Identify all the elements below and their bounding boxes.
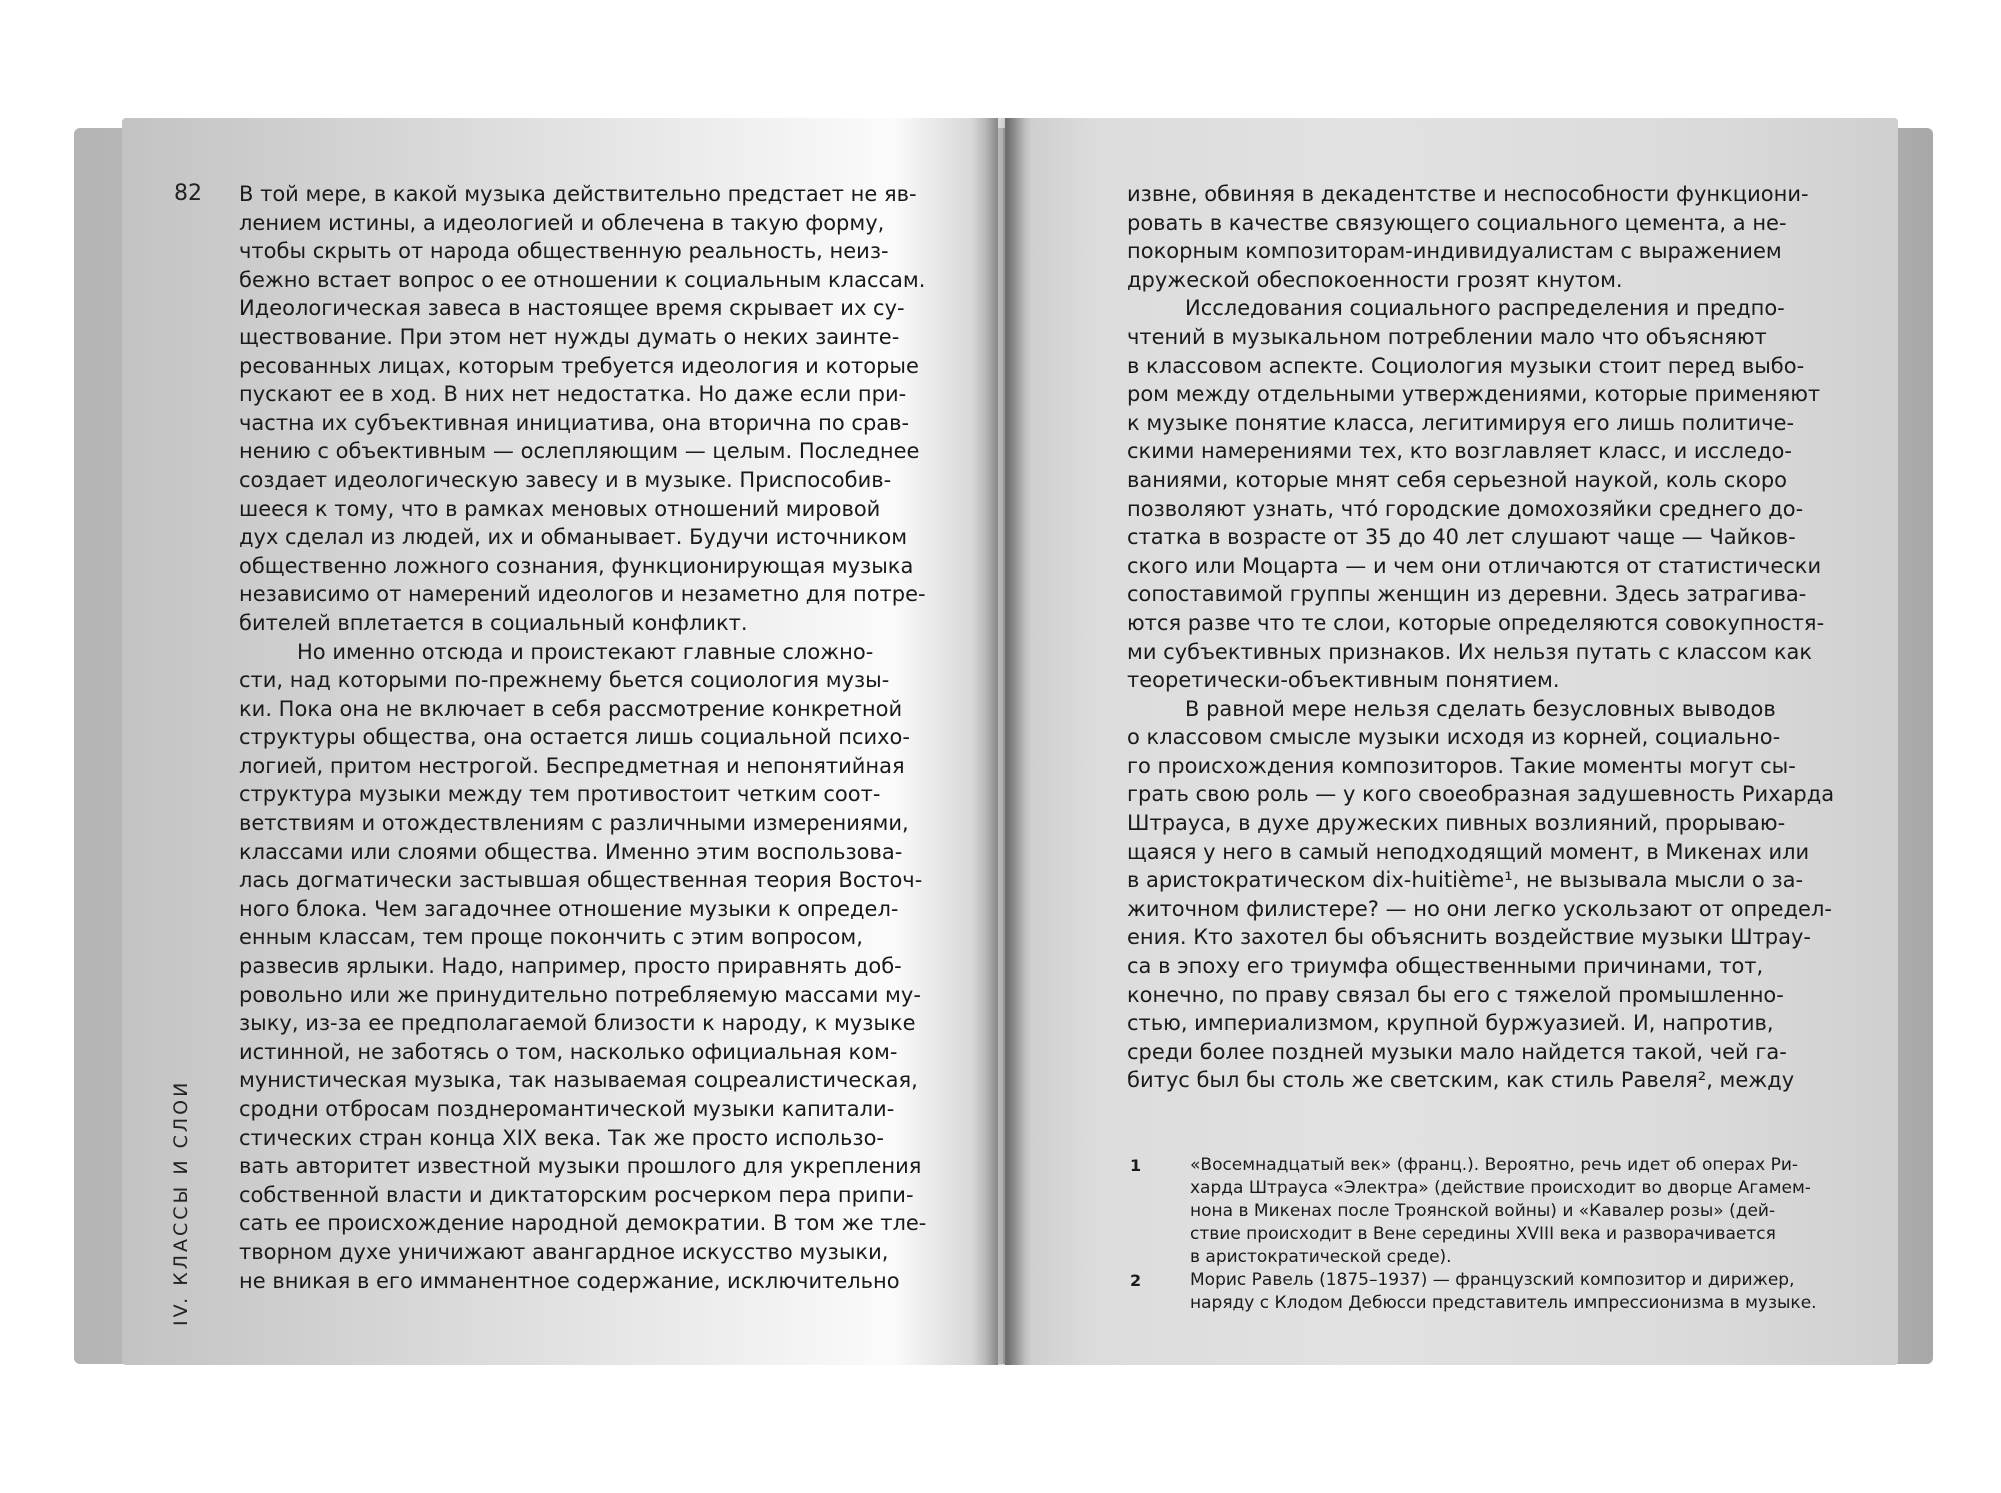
book-spine-shadow [985,118,1025,1365]
text-line: ения. Кто захотел бы объяснить воздействие музыки Штрау- [1127,925,1811,950]
text-line: сти, над которыми по-прежнему бьется социология музы- [239,668,890,693]
text-line: ются разве что те слои, которые определяются совокупностя- [1127,610,1825,635]
left-page-body [239,180,926,1295]
text-line: в аристократическом dix-huitième¹, не вызывала мысли о за- [1127,868,1804,893]
text-line: Но именно отсюда и проистекают главные сложно- [297,639,874,664]
text-line: чтений в музыкальном потреблении мало что объясняют [1127,324,1767,349]
text-line: ществование. При этом нет нужды думать о неких заинте- [239,324,900,349]
text-line: Исследования социального распределения и предпо- [1185,296,1785,321]
text-line: В той мере, в какой музыка действительно предстает не яв- [239,182,917,206]
footnote [1130,1269,1817,1315]
footnote-number: 1 [1130,1156,1142,1175]
text-line: сопоставимой группы женщин из деревни. Здесь затрагива- [1127,582,1807,607]
text-line: Штрауса, в духе дружеских пивных возлияний, прорываю- [1127,811,1786,836]
right-page-body [1127,180,1834,1095]
text-line: статка в возрасте от 35 до 40 лет слушают чаще — Чайков- [1127,525,1796,550]
text-line: лась догматически застывшая общественная теория Восточ- [239,868,923,893]
text-line: го происхождения композиторов. Такие моменты могут сы- [1127,753,1796,778]
text-line: шееся к тому, что в рамках меновых отношений мировой [239,496,881,521]
text-line: бежно встает вопрос о ее отношении к социальным классам. [239,267,926,292]
text-line: в классовом аспекте. Социология музыки стоит перед выбо- [1127,353,1805,378]
text-line: чтобы скрыть от народа общественную реальность, неиз- [239,239,889,264]
text-line: ровать в качестве связующего социального цемента, а не- [1127,210,1787,235]
page-number: 82 [174,181,202,206]
text-line: ного блока. Чем загадочнее отношение музыки к определ- [239,896,899,921]
text-line: к музыке понятие класса, легитимируя его лишь политиче- [1127,410,1795,435]
text-line: структура музыки между тем противостоит четким соот- [239,782,881,807]
text-line: стью, империализмом, крупной буржуазией. И, напротив, [1127,1011,1774,1036]
text-line: позволяют узнать, что́ городские домохозяйки среднего до- [1127,496,1804,521]
text-line: конечно, по праву связал бы его с тяжелой промышленно- [1127,982,1784,1007]
text-line: мунистическая музыка, так называемая соцреалистическая, [239,1068,918,1093]
text-line: не вникая в его имманентное содержание, исключительно [239,1268,900,1293]
text-line: сать ее происхождение народной демократии. В том же тле- [239,1211,927,1236]
text-line: ского или Моцарта — и чем они отличаются от статистически [1127,553,1822,578]
text-line: скими намерениями тех, кто возглавляет класс, и исследо- [1127,439,1792,464]
text-line: независимо от намерений идеологов и незаметно для потре- [239,582,926,607]
text-line: ми субъективных признаков. Их нельзя путать с классом как [1127,639,1813,664]
text-line: бителей вплетается в социальный конфликт. [239,610,748,635]
footnote-line: Морис Равель (1875–1937) — французский композитор и дирижер, [1190,1270,1795,1290]
text-line: В равной мере нельзя сделать безусловных выводов [1185,696,1776,721]
footnote-line: в аристократической среде). [1190,1247,1452,1267]
text-line: ром между отдельными утверждениями, которые применяют [1127,382,1821,407]
text-line: битус был бы столь же светским, как стиль Равеля², между [1127,1068,1795,1093]
text-line: творном духе уничижают авангардное искусство музыки, [239,1239,889,1264]
footnote-line: нона в Микенах после Троянской войны) и «Кавалер розы» (дей- [1190,1201,1776,1221]
footnote [1130,1154,1817,1269]
right-page [1005,118,1898,1365]
text-line: щаяся у него в самый неподходящий момент, в Микенах или [1127,839,1810,864]
text-line: логией, притом нестрогой. Беспредметная и непонятийная [239,753,905,778]
text-line: развесив ярлыки. Надо, например, просто приравнять доб- [239,954,902,979]
text-line: дух сделал из людей, их и обманывает. Будучи источником [239,525,908,550]
text-line: теоретически-объективным понятием. [1127,668,1560,693]
running-head: IV. КЛАССЫ И СЛОИ [170,1079,192,1326]
text-line: зыку, из-за ее предполагаемой близости к народу, к музыке [239,1011,916,1036]
text-line: структуры общества, она остается лишь социальной психо- [239,725,910,750]
text-line: классами или слоями общества. Именно этим воспользова- [239,839,903,864]
left-page [122,118,998,1365]
footnotes [1130,1154,1817,1315]
text-line: покорным композиторам-индивидуалистам с выражением [1127,239,1782,264]
footnote-number: 2 [1130,1271,1142,1290]
text-line: среди более поздней музыки мало найдется такой, чей га- [1127,1039,1787,1064]
text-line: лением истины, а идеологией и облечена в такую форму, [239,210,885,235]
text-line: стических стран конца XIX века. Так же просто использо- [239,1125,885,1150]
text-line: общественно ложного сознания, функционирующая музыка [239,553,914,578]
text-line: енным классам, тем проще покончить с этим вопросом, [239,925,863,950]
text-line: дружеской обеспокоенности грозят кнутом. [1127,267,1623,292]
text-line: вать авторитет известной музыки прошлого для укрепления [239,1154,922,1179]
text-line: собственной власти и диктаторским росчерком пера припи- [239,1182,914,1207]
text-line: сродни отбросам позднеромантической музыки капитали- [239,1097,895,1121]
text-line: са в эпоху его триумфа общественными причинами, тот, [1127,954,1764,979]
text-line: истинной, не заботясь о том, насколько официальная ком- [239,1039,898,1064]
text-line: создает идеологическую завесу и в музыке. Приспособив- [239,467,892,492]
text-line: житочном филистере? — но они легко ускользают от определ- [1127,896,1832,921]
footnote-line: ствие происходит в Вене середины XVIII века и разворачивается [1190,1224,1776,1244]
text-line: ваниями, которые мнят себя серьезной наукой, коль скоро [1127,467,1788,492]
footnote-line: наряду с Клодом Дебюсси представитель импрессионизма в музыке. [1190,1293,1817,1313]
text-line: пускают ее в ход. В них нет недостатка. Но даже если при- [239,382,907,407]
text-line: грать свою роль — у кого своеобразная задушевность Рихарда [1127,782,1835,807]
text-line: ки. Пока она не включает в себя рассмотрение конкретной [239,696,903,721]
text-line: извне, обвиняя в декадентстве и неспособности функциони- [1127,182,1809,206]
footnote-line: харда Штрауса «Электра» (действие происходит во дворце Агамем- [1190,1178,1811,1198]
text-line: ресованных лицах, которым требуется идеология и которые [239,353,919,378]
footnote-line: «Восемнадцатый век» (франц.). Вероятно, речь идет об операх Ри- [1190,1155,1799,1175]
text-line: частна их субъективная инициатива, она вторична по срав- [239,410,910,435]
text-line: о классовом смысле музыки исходя из корней, социально- [1127,725,1781,750]
text-line: нению с объективным — ослепляющим — целым. Последнее [239,439,920,464]
text-line: ровольно или же принудительно потребляемую массами му- [239,982,921,1007]
text-line: ветствиям и отождествлениям с различными измерениями, [239,811,909,836]
text-line: Идеологическая завеса в настоящее время скрывает их су- [239,296,905,321]
